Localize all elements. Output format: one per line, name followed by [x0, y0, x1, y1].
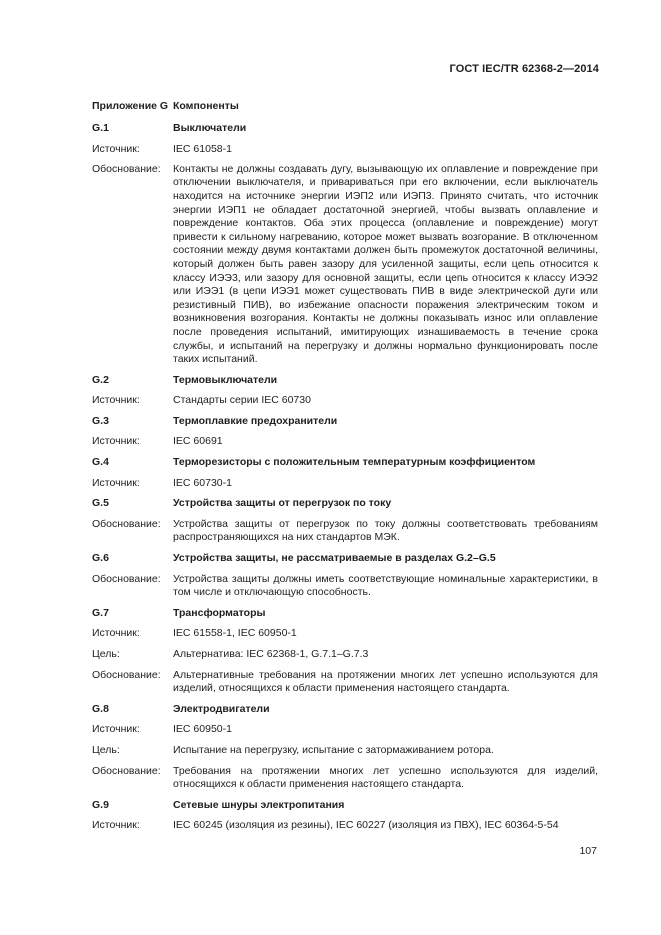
section-title: Устройства защиты от перегрузок по току	[173, 497, 392, 510]
section-row	[92, 394, 598, 408]
annex-content	[92, 100, 598, 833]
section-id: G.1	[92, 121, 109, 134]
section-heading	[92, 497, 598, 511]
section-title: Терморезисторы с положительным температурным коэффициентом	[173, 456, 536, 469]
section-heading	[92, 456, 598, 470]
section-id: G.3	[92, 414, 109, 427]
section-title: Термовыключатели	[173, 373, 278, 386]
row-text: IEC 61058-1	[173, 143, 232, 156]
row-label: Источник:	[92, 394, 140, 407]
row-text: IEC 60691	[173, 435, 223, 448]
section-row	[92, 573, 598, 600]
section-heading	[92, 607, 598, 621]
row-text: IEC 61558-1, IEC 60950-1	[173, 627, 297, 640]
section-row	[92, 143, 598, 157]
row-label: Цель:	[92, 743, 120, 756]
section-title: Термоплавкие предохранители	[173, 414, 338, 427]
section-row	[92, 518, 598, 545]
row-text: IEC 60950-1	[173, 723, 232, 736]
row-text: Испытание на перегрузку, испытание с затормаживанием ротора.	[173, 743, 494, 756]
row-label: Источник:	[92, 435, 140, 448]
section-row	[92, 435, 598, 449]
page-number: 107	[579, 845, 597, 857]
row-label: Источник:	[92, 819, 140, 832]
section-row	[92, 744, 598, 758]
section-row	[92, 819, 598, 833]
section-row	[92, 669, 598, 696]
annex-title: Компоненты	[173, 100, 239, 112]
row-label: Обоснование:	[92, 162, 161, 175]
annex-heading	[92, 100, 598, 114]
section-id: G.7	[92, 606, 109, 619]
section-id: G.5	[92, 497, 109, 510]
section-id: G.2	[92, 373, 109, 386]
row-label: Источник:	[92, 723, 140, 736]
row-text: Стандарты серии IEC 60730	[173, 394, 311, 407]
section-row	[92, 627, 598, 641]
section-id: G.8	[92, 702, 109, 715]
row-text: Устройства защиты от перегрузок по току должны соответствовать требованиям распространяющихся на них стандартов МЭК.	[173, 517, 598, 544]
section-title: Трансформаторы	[173, 606, 266, 619]
row-text: Устройства защиты должны иметь соответствующие номинальные характеристики, в том числе и отключающую способность.	[173, 572, 598, 599]
row-text: Альтернатива: IEC 62368-1, G.7.1–G.7.3	[173, 648, 369, 660]
section-id: G.9	[92, 798, 109, 811]
row-text: Требования на протяжении многих лет успешно используются для изделий, относящихся к области применения настоящего стандарта.	[173, 764, 598, 791]
section-title: Сетевые шнуры электропитания	[173, 798, 345, 811]
section-row	[92, 648, 598, 662]
row-label: Обоснование:	[92, 572, 161, 585]
section-row	[92, 765, 598, 792]
row-label: Источник:	[92, 143, 140, 156]
section-id: G.6	[92, 552, 109, 565]
row-text: IEC 60245 (изоляция из резины), IEC 60227 (изоляция из ПВХ), IEC 60364-5-54	[173, 819, 559, 832]
row-label: Обоснование:	[92, 764, 161, 777]
section-title: Устройства защиты, не рассматриваемые в разделах G.2–G.5	[173, 552, 496, 565]
row-label: Цель:	[92, 648, 120, 660]
row-label: Обоснование:	[92, 668, 161, 681]
row-text: Контакты не должны создавать дугу, вызывающую их оплавление и повреждение при отключении выключателя, и привариваться при его включении, если выключатель находится на источнике энергии ИЭП2 или ИЭП3. Принято считать, что источник энергии ИЭП1 не обладает достаточной энергией, чтобы вызвать оплавление и повреждение контактов. Оба этих процесса (оплавление и повреждение) могут привести к сильному нагреванию, которое может вызвать возгорание. В отключенном состоянии между двумя контактами должен быть промежуток достаточной величины, который должен быть равен зазору для усиленной защиты, если цепь относится к классу ИЭЭ3, или зазору для основной защиты, если цепь относится к классу ИЭЭ2 или ИЭЭ1 (в цепи ИЭЭ1 может существовать ПИВ в виде электрической дуги или резистивный ПИВ), во избежание опасности поражения электрическим током и возникновения возгорания. Контакты не должны показывать износ или оплавление после проведения испытаний, имитирующих изнашиваемость в течение срока службы, и испытаний на перегрузку и должны нормально функционировать после таких испытаний.	[173, 162, 598, 366]
section-row	[92, 163, 598, 367]
section-row	[92, 723, 598, 737]
row-text: IEC 60730-1	[173, 476, 232, 489]
row-label: Источник:	[92, 627, 140, 640]
section-heading	[92, 374, 598, 388]
section-heading	[92, 415, 598, 429]
section-title: Электродвигатели	[173, 702, 270, 715]
section-heading	[92, 122, 598, 136]
row-label: Обоснование:	[92, 517, 161, 530]
row-label: Источник:	[92, 476, 140, 489]
section-heading	[92, 703, 598, 717]
annex-label: Приложение G	[92, 100, 169, 112]
section-heading	[92, 552, 598, 566]
section-heading	[92, 799, 598, 813]
section-row	[92, 477, 598, 491]
document-header: ГОСТ IEC/TR 62368-2—2014	[449, 63, 599, 75]
section-id: G.4	[92, 456, 109, 469]
row-text: Альтернативные требования на протяжении многих лет успешно используются для изделий, относящихся к области применения настоящего стандарта.	[173, 668, 598, 695]
section-title: Выключатели	[173, 121, 247, 134]
